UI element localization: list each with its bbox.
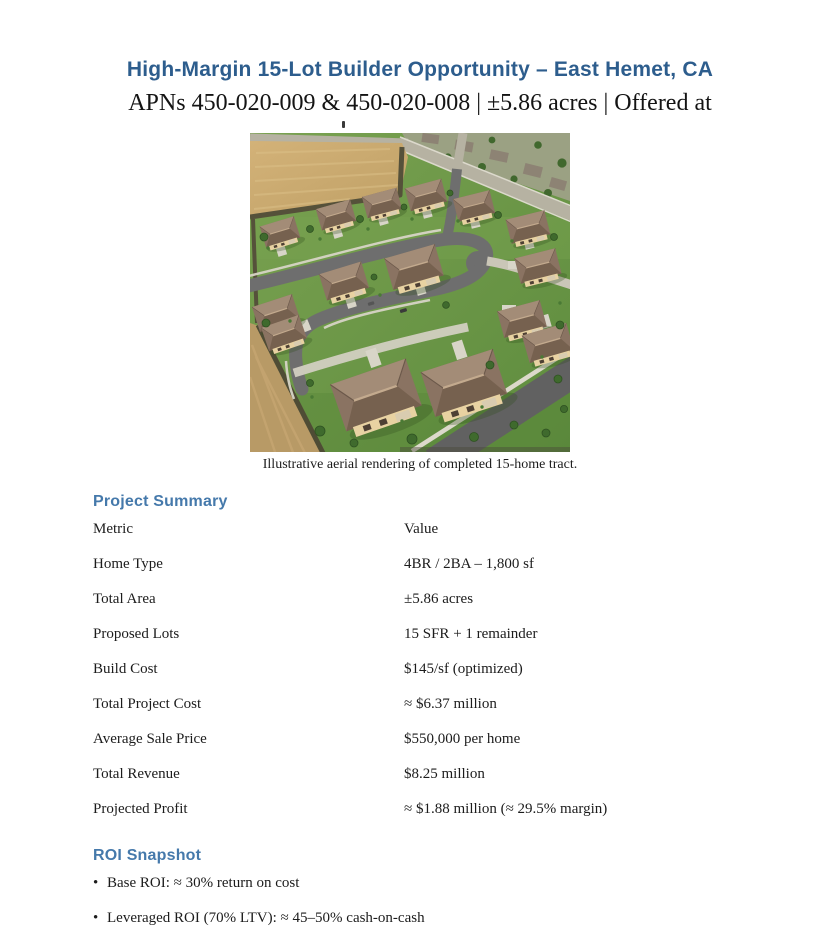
metric-cell: Total Revenue xyxy=(93,766,180,782)
value-cell: 15 SFR + 1 remainder xyxy=(404,626,538,642)
value-cell: ≈ $1.88 million (≈ 29.5% margin) xyxy=(404,801,608,817)
table-row xyxy=(93,583,713,618)
roi-snapshot-heading: ROI Snapshot xyxy=(93,847,202,864)
table-row xyxy=(93,618,713,653)
aerial-rendering-image xyxy=(250,133,570,452)
table-row xyxy=(93,548,713,583)
table-header-row xyxy=(93,513,713,548)
table-row xyxy=(93,723,713,758)
value-cell: $550,000 per home xyxy=(404,731,521,747)
roi-bullet-leveraged: • Leveraged ROI (70% LTV): ≈ 45–50% cash-on-cash xyxy=(93,901,713,936)
roi-bullet-list xyxy=(93,866,713,936)
metric-cell: Average Sale Price xyxy=(93,731,207,747)
value-cell: $8.25 million xyxy=(404,766,485,782)
project-summary-table xyxy=(93,513,713,828)
value-cell: $145/sf (optimized) xyxy=(404,661,523,677)
metric-cell: Projected Profit xyxy=(93,801,188,817)
column-header-value: Value xyxy=(404,521,439,537)
column-header-metric: Metric xyxy=(93,521,133,537)
image-caption: Illustrative aerial rendering of completed 15-home tract. xyxy=(262,457,578,472)
value-cell: ±5.86 acres xyxy=(404,591,474,607)
aerial-rendering-figure xyxy=(250,133,570,452)
table-row xyxy=(93,758,713,793)
clipped-text-fragment xyxy=(342,121,345,128)
metric-cell: Home Type xyxy=(93,556,163,572)
metric-cell: Proposed Lots xyxy=(93,626,180,642)
metric-cell: Build Cost xyxy=(93,661,158,677)
page-title: High-Margin 15-Lot Builder Opportunity – East Hemet, CA xyxy=(126,58,714,81)
value-cell: ≈ $6.37 million xyxy=(404,696,497,712)
table-row xyxy=(93,793,713,828)
metric-cell: Total Area xyxy=(93,591,156,607)
table-row xyxy=(93,688,713,723)
page-subtitle: APNs 450-020-009 & 450-020-008 | ±5.86 acres | Offered at xyxy=(128,90,712,116)
value-cell: 4BR / 2BA – 1,800 sf xyxy=(404,556,535,572)
project-summary-heading: Project Summary xyxy=(93,493,228,510)
metric-cell: Total Project Cost xyxy=(93,696,202,712)
table-row xyxy=(93,653,713,688)
roi-bullet-base: • Base ROI: ≈ 30% return on cost xyxy=(93,866,713,901)
